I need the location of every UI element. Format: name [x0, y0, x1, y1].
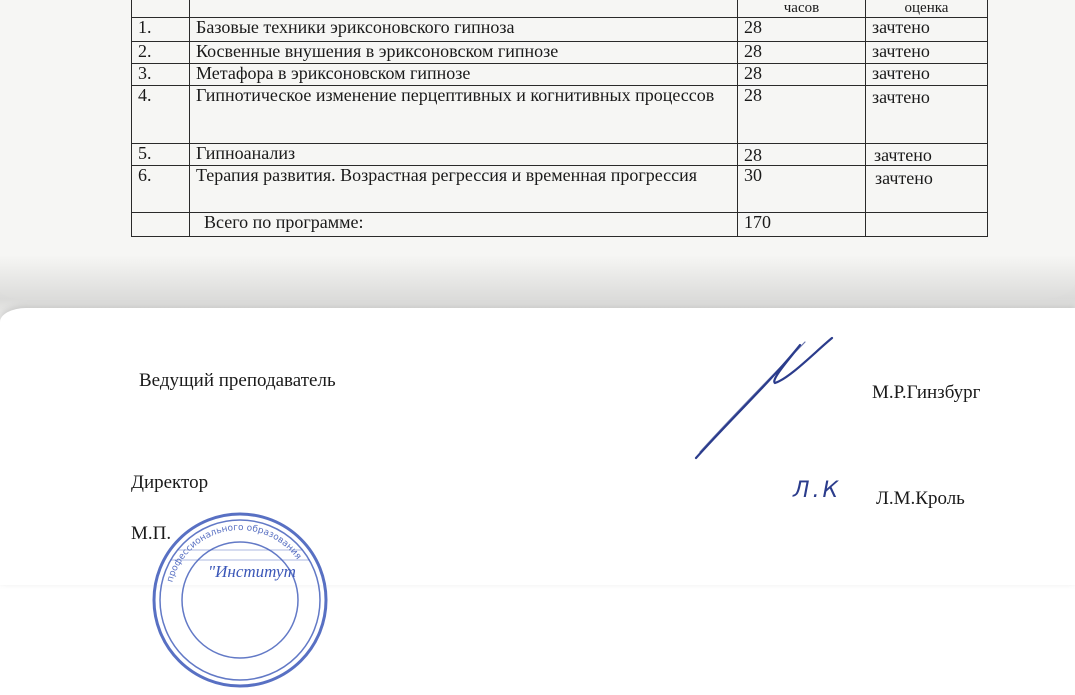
table-row	[132, 166, 988, 213]
row-module-name: Косвенные внушения в эриксоновском гипнозе	[190, 42, 738, 64]
header-grade: оценка	[866, 0, 988, 18]
row-hours: 28	[738, 144, 866, 166]
row-grade: зачтено	[866, 144, 988, 166]
total-label: Всего по программе:	[190, 213, 738, 237]
teacher-name: М.Р.Гинзбург	[872, 382, 981, 403]
row-number: 2.	[132, 42, 190, 64]
row-hours: 28	[738, 86, 866, 144]
table-row	[132, 64, 988, 86]
director-name: Л.М.Кроль	[876, 488, 965, 509]
seal-label: М.П.	[131, 523, 172, 544]
seal-center-text: "Институт	[208, 562, 296, 581]
course-table	[131, 0, 988, 237]
row-number: 1.	[132, 18, 190, 42]
table-header-row	[132, 0, 988, 18]
seal-ring-text: профессионального образования	[165, 522, 303, 584]
row-hours: 28	[738, 64, 866, 86]
director-initials: Л.К	[793, 478, 842, 503]
row-number: 6.	[132, 166, 190, 213]
row-hours: 28	[738, 18, 866, 42]
row-hours: 30	[738, 166, 866, 213]
table-row	[132, 42, 988, 64]
table-row	[132, 86, 988, 144]
header-hours: часов	[738, 0, 866, 18]
table-row	[132, 144, 988, 166]
row-number: 3.	[132, 64, 190, 86]
row-grade: зачтено	[866, 86, 988, 144]
table-total-row	[132, 213, 988, 237]
row-grade: зачтено	[866, 64, 988, 86]
row-module-name: Гипнотическое изменение перцептивных и когнитивных процессов	[190, 86, 738, 144]
row-module-name: Гипноанализ	[190, 144, 738, 166]
row-grade: зачтено	[866, 42, 988, 64]
row-grade: зачтено	[866, 18, 988, 42]
row-grade: зачтено	[866, 166, 988, 213]
official-seal-stamp	[150, 510, 330, 690]
table-row	[132, 18, 988, 42]
row-module-name: Базовые техники эриксоновского гипноза	[190, 18, 738, 42]
total-hours: 170	[738, 213, 866, 237]
director-label: Директор	[131, 472, 209, 493]
row-module-name: Терапия развития. Возрастная регрессия и временная прогрессия	[190, 166, 738, 213]
row-module-name: Метафора в эриксоновском гипнозе	[190, 64, 738, 86]
row-number: 5.	[132, 144, 190, 166]
row-number: 4.	[132, 86, 190, 144]
row-hours: 28	[738, 42, 866, 64]
teacher-label: Ведущий преподаватель	[139, 370, 336, 391]
